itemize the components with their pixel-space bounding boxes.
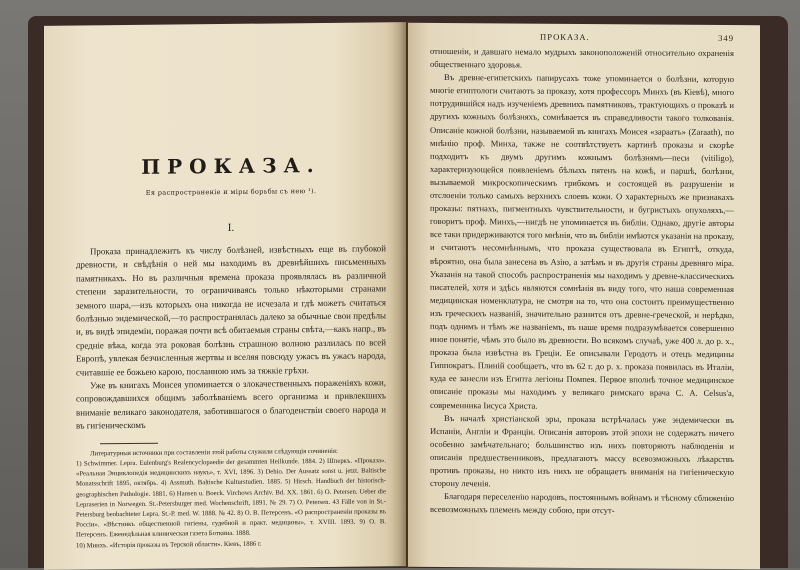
footnote-divider	[100, 442, 158, 444]
paragraph: Проказа принадлежитъ къ числу болѣзней, извѣстныхъ еще въ глубокой древности, и свѣдѣнія о ней мы находимъ въ древнѣйшихъ письменныхъ памятникахъ. Но въ различныя времена проказа проявлялась въ различной степени заразительности, то ограничиваясь только нѣкоторыми странами земного шара,—изъ которыхъ она никогда не исчезала и гдѣ можетъ считаться болѣзнью эндемической,—то распространялась далеко за обычные свои предѣлы и, въ видѣ эпидеміи, поражая почти всѣ обитаемыя страны свѣта,—какъ напр., въ средніе вѣка, когда эта роковая болѣзнь страшною волною разлилась по всей Европѣ, увлекая безчисленныя жертвы и вселяя повсюду ужасъ въ ужасъ народа, считавшіе ее божьею карою, посланною имъ за тяжкіе грѣхи.	[76, 243, 386, 378]
paragraph: Въ древне-египетскихъ папирусахъ тоже упоминается о болѣзни, которую многіе египтологи считаютъ за проказу, хотя профессоръ Минхъ (въ Кіевѣ), много потрудившійся надъ изученіемъ древнихъ памятниковъ, трактующихъ о проказѣ и другихъ кожныхъ болѣзняхъ, сомнѣвается въ справедливости такого толкованія. Описаніе кожной болѣзни, называемой въ книгахъ Моисея «зараатъ» (Zaraath), по мнѣнію проф. Минха, также не соотвѣтствуетъ картинѣ проказы и скорѣе подходитъ къ двумъ другимъ кожнымъ болѣзнямъ—песи (vitiligo), характеризующейся появленіемъ бѣлыхъ пятенъ на кожѣ, и паршѣ, болѣзни, вызываемой микроскопическимъ грибкомъ и состоящей въ разрушеніи и отслоеніи только самыхъ верхнихъ слоевъ кожи. О характерныхъ же признакахъ проказы: пятнахъ, пигментныхъ чувствительности, и бугристыхъ опухоляхъ,—говоритъ проф. Минхъ,—нигдѣ не упоминается въ библіи. Однако, другіе авторы все таки придерживаются того мнѣнія, что въ библіи имѣются указанія на проказу, и считаютъ несомнѣннымъ, что проказа существовала въ Египтѣ, откуда, вѣроятно, она была занесена въ Азію, а затѣмъ и въ другія страны древняго міра. Указанія на такой способъ распространенія мы находимъ у древне-классическихъ писателей, хотя и здѣсь являются сомнѣнія въ виду того, что наша современная медицинская номенклатура, не смотря на то, что она состоитъ преимущественно изъ греческихъ названій, значительно разнится отъ древне-греческой, и нерѣдко, подъ однимъ и тѣмъ же названіемъ, въ наше время подразумѣвается совершенно иное понятіе, чѣмъ это было въ древности. Во всякомъ случаѣ, уже 400 л. до р. х., проказа была извѣстна въ Греціи. Ее описывали Геродотъ и отецъ медицины Гиппократъ. Плиній сообщаетъ, что въ 62 г. до р. х. проказа появилась въ Италіи, куда ее занесли изъ Египта легіоны Помпея. Первое вполнѣ точное медицинское описаніе проказы мы находимъ у великаго римскаго врача С. А. Celsus'а, современника Іисуса Христа.	[430, 72, 734, 411]
page-number: 349	[718, 32, 734, 44]
paragraph: Въ началѣ христіанской эры, проказа встрѣчалась уже эндемически въ Испаніи, Англіи и Франціи. Описанія авторовъ этой эпохи не содержатъ ничего особенно замѣчательнаго; большинство изъ нихъ повторяютъ наблюденія и описанія предшественниковъ, предлагаютъ массу всевозможныхъ лѣкарствъ противъ проказы, но никто изъ нихъ не обращаетъ вниманія на гигіеническую сторону леченія.	[430, 412, 734, 489]
open-book	[28, 10, 788, 568]
paragraph: отношеніи, и давшаго немало мудрыхъ законоположеній относительно охраненія общественнаго здоровья.	[430, 45, 734, 70]
paragraph: Благодаря переселенію народовъ, постояннымъ войнамъ и тѣсному сближенію всевозможныхъ племенъ между собою, при отсут-	[430, 491, 734, 516]
footnote-intro: Литературныя источники при составленіи этой работы служили слѣдующія сочиненія:	[90, 447, 338, 458]
footnote-references: 1) Schwimmer. Lepra. Eulenburg's Realencyclopaedie der gesammten Heilkunde. 1884. 2) Шперкъ. «Проказа». «Реальная Энциклопедія медицинскихъ наукъ», т. XVI, 1896. 3) Dehio. Der Aussatz sonst u. jetzt. Baltische Monatsschrift 1895, октябрь. 4) Assmuth. Baltische Kulturstudien. 1885. 5) Hirsch. Handbuch der historisch-geographischen Pathologie. 1881. 6) Hansen u. Boeck. Virchows Archiv. Bd. XX. 1861. 6) O. Petersen. Ueber die Lepraserien in Norwegen. St.-Petersburger med. Wochenschrift, 1891. № 29. 7) O. Petersen. 43 Fälle von in St.-Petersburg beobachteter Lepra. St.-P. med. W. 1888. № 42. 8) О. В. Петерсенъ. «О распространеніи проказы въ Россіи». «Вѣстникъ общественной гигіены, судебной и практ. медицины», т. XVIII. 1893. 9) О. В. Петерсенъ. Еженедѣльная клиническая газета Боткина. 1888.	[76, 457, 386, 539]
right-page	[408, 23, 760, 569]
left-page-content	[76, 40, 386, 551]
article-title: ПРОКАЗА.	[141, 152, 321, 179]
right-page-content	[430, 31, 734, 518]
footnote-references: 10) Минхъ. «Исторія проказы въ Терской области». Кіевъ, 1886 г.	[76, 540, 262, 550]
left-page	[44, 22, 406, 570]
article-subtitle: Ея распространеніе и міры борьбы съ нею ¹).	[145, 187, 317, 197]
running-header	[430, 31, 734, 43]
running-head-title: ПРОКАЗА.	[540, 31, 590, 43]
paragraph: Уже въ книгахъ Моисея упоминается о злокачественныхъ пораженіяхъ кожи, сопровождавшихся общимъ заболѣваніемъ всего организма и привлекшихъ вниманіе великаго законодателя, заботившагося о благоденствіи своего народа и въ гигіеническомъ	[76, 377, 386, 431]
section-number: I.	[227, 221, 235, 234]
